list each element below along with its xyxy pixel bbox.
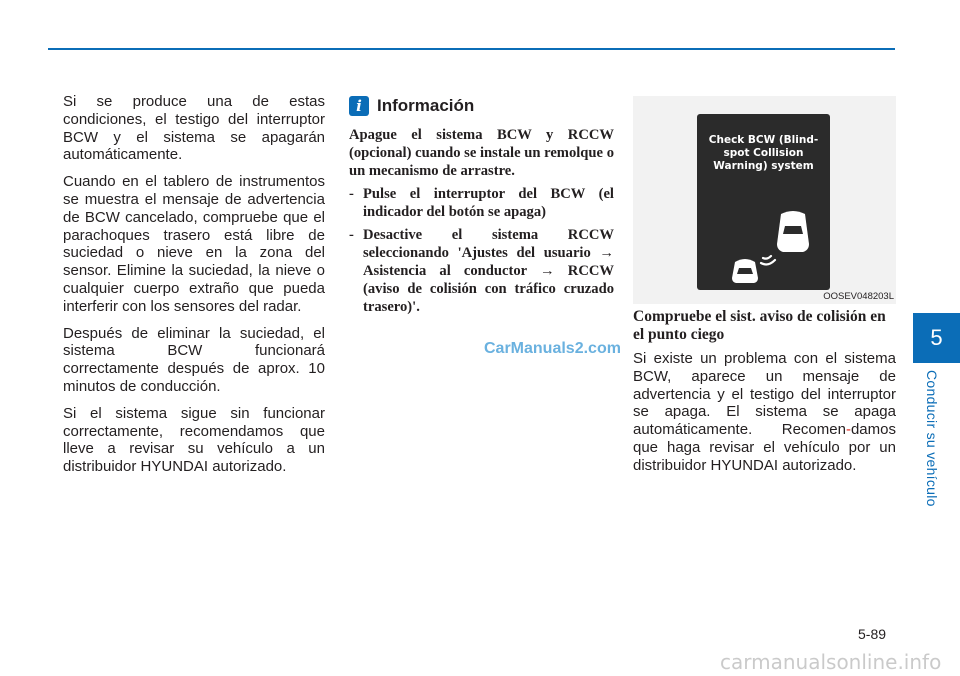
list-item <box>349 185 614 221</box>
list-item <box>349 226 614 316</box>
bullet-dash: - <box>349 186 354 202</box>
right-column <box>633 308 896 475</box>
left-column <box>63 93 325 485</box>
info-box <box>349 96 614 321</box>
hyphen-mark: - <box>845 421 851 439</box>
paragraph: Después de eliminar la suciedad, el sistema BCW funcionará correctamente después de aprox. 10 minutos de conducción. <box>63 324 325 395</box>
info-icon: i <box>349 96 369 116</box>
paragraph: Si el sistema sigue sin funcionar correctamente, recomendamos que lleve a revisar su vehículo a un distribuidor HYUNDAI autorizado. <box>63 404 325 476</box>
info-header <box>349 96 614 116</box>
body-text: damos que haga revisar el vehículo por un distribuidor HYUNDAI autorizado. <box>633 421 896 474</box>
info-intro: Apague el sistema BCW y RCCW (opcional) cuando se instale un remolque o un mecanismo de arrastre. <box>349 127 614 179</box>
section-heading: Compruebe el sist. aviso de colisión en el punto ciego <box>633 308 886 343</box>
paragraph: Si se produce una de estas condiciones, el testigo del interruptor BCW y el sistema se apagarán automáticamente. <box>63 93 325 164</box>
blind-spot-cars-icon <box>697 114 830 290</box>
bullet-text: Pulse el interruptor del BCW (el indicador del botón se apaga) <box>363 186 614 220</box>
body-text: Si existe un problema con el sistema BCW, aparece un mensaje de advertencia y el testigo del interruptor se apaga. El sistema se apaga automáticamente. Recomen <box>633 350 896 439</box>
info-title: Información <box>377 96 475 115</box>
figure-code: OOSEV048203L <box>823 291 894 302</box>
bullet-dash: - <box>349 227 354 243</box>
display-message: Check BCW (Blind-spot Collision Warning) system <box>708 134 819 172</box>
warning-figure <box>633 96 896 304</box>
chapter-title: Conducir su vehículo <box>924 370 940 507</box>
bullet-text: Desactive el sistema RCCW seleccionando 'Ajustes del usuario → Asistencia al conductor → RCCW (aviso de colisión con tráfico cruzado trasero)'. <box>363 227 614 315</box>
page-number: 5-89 <box>858 626 887 642</box>
watermark-link[interactable]: CarManuals2.com <box>484 340 621 357</box>
footer-watermark: carmanualsonline.info <box>720 650 942 674</box>
cluster-display <box>697 114 830 290</box>
section-body <box>633 350 896 475</box>
chapter-tab: 5 <box>913 313 960 363</box>
top-rule <box>48 48 895 50</box>
paragraph: Cuando en el tablero de instrumentos se muestra el mensaje de advertencia de BCW cancelado, compruebe que el parachoques trasero está libre de suciedad o nieve en la zona del sensor. Elimine la suciedad, la nieve o cualquier cuerpo extraño que pueda interferir con los sensores del radar. <box>63 173 325 315</box>
info-body <box>349 126 614 316</box>
